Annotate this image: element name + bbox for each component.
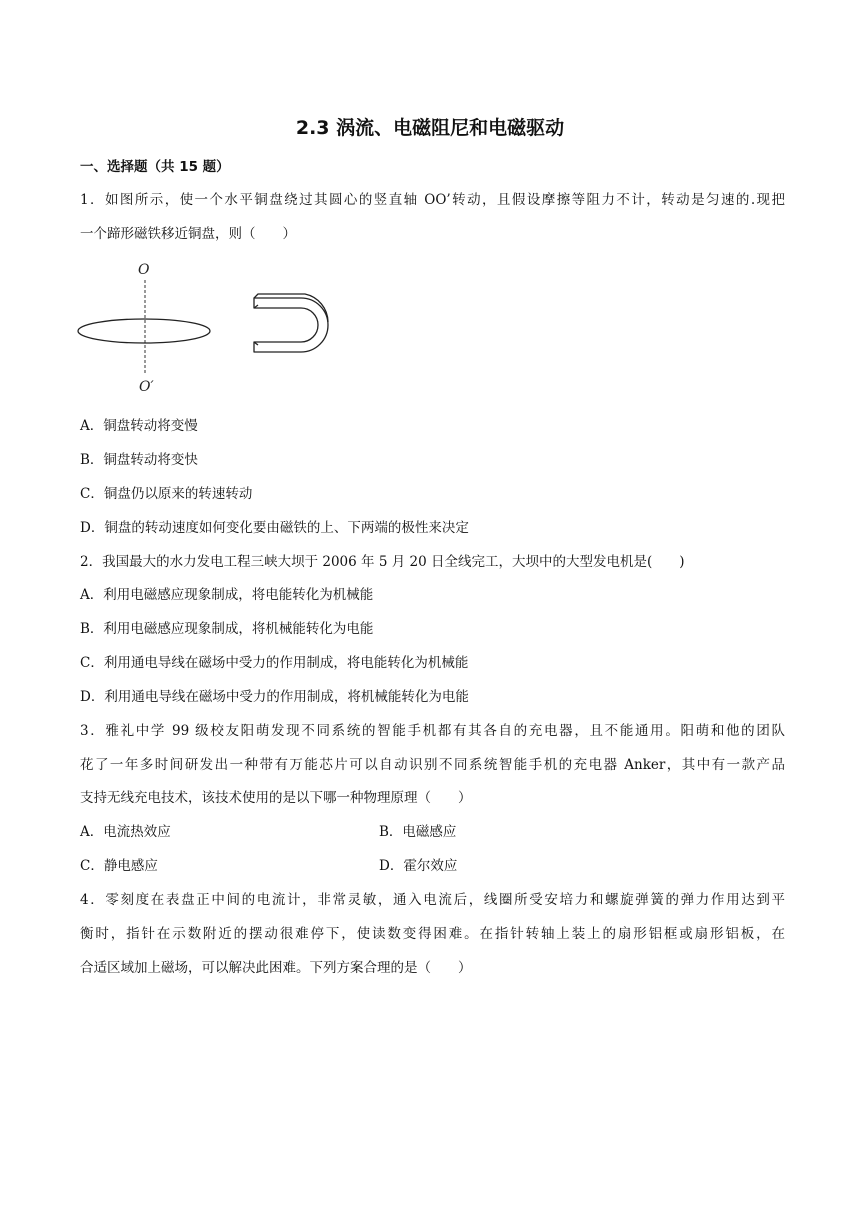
q4-stem-line-1: 4．零刻度在表盘正中间的电流计，非常灵敏，通入电流后，线圈所受安培力和螺旋弹簧的弹力作用达到平 (80, 892, 785, 908)
copper-disk-magnet-figure (76, 258, 336, 398)
q3-stem-line-3: 支持无线充电技术，该技术使用的是以下哪一种物理原理（ ） (80, 790, 472, 806)
q1-option-a: A．铜盘转动将变慢 (80, 418, 198, 434)
section-heading: 一、选择题（共 15 题） (80, 159, 230, 175)
q1-stem-line-1: 1．如图所示，使一个水平铜盘绕过其圆心的竖直轴 OO’转动，且假设摩擦等阻力不计，转动是匀速的.现把 (80, 192, 785, 208)
q1-stem-line-2: 一个蹄形磁铁移近铜盘，则（ ） (80, 226, 296, 242)
page-title: 2.3 涡流、电磁阻尼和电磁驱动 (295, 117, 565, 139)
q2-stem: 2．我国最大的水力发电工程三峡大坝于 2006 年 5 月 20 日全线完工，大坝中的大型发电机是( ) (80, 554, 685, 570)
q2-option-d: D．利用通电导线在磁场中受力的作用制成，将机械能转化为电能 (80, 689, 469, 705)
q1-option-b: B．铜盘转动将变快 (80, 452, 198, 468)
q3-stem-line-1: 3．雅礼中学 99 级校友阳萌发现不同系统的智能手机都有其各自的充电器，且不能通用。阳萌和他的团队 (80, 723, 785, 739)
q2-option-b: B．利用电磁感应现象制成，将机械能转化为电能 (80, 621, 374, 637)
q2-option-a: A．利用电磁感应现象制成，将电能转化为机械能 (80, 587, 374, 603)
q3-option-b: B．电磁感应 (379, 824, 457, 840)
copper-disk (78, 319, 210, 343)
q3-option-c: C．静电感应 (80, 858, 158, 874)
q4-stem-line-2: 衡时，指针在示数附近的摆动很难停下，使读数变得困难。在指针转轴上装上的扇形铝框或扇形铝板，在 (80, 926, 785, 942)
q3-option-a: A．电流热效应 (80, 824, 171, 840)
q3-stem-line-2: 花了一年多时间研发出一种带有万能芯片可以自动识别不同系统智能手机的充电器 Anker，其中有一款产品 (80, 757, 785, 773)
q1-option-d: D．铜盘的转动速度如何变化要由磁铁的上、下两端的极性来决定 (80, 520, 469, 536)
axis-label-top: O (138, 262, 150, 278)
axis-label-bottom: O′ (139, 379, 154, 395)
q4-stem-line-3: 合适区域加上磁场，可以解决此困难。下列方案合理的是（ ） (80, 960, 472, 976)
q3-option-d: D．霍尔效应 (379, 858, 458, 874)
q1-option-c: C．铜盘仍以原来的转速转动 (80, 486, 253, 502)
horseshoe-magnet (254, 294, 328, 352)
q2-option-c: C．利用通电导线在磁场中受力的作用制成，将电能转化为机械能 (80, 655, 469, 671)
